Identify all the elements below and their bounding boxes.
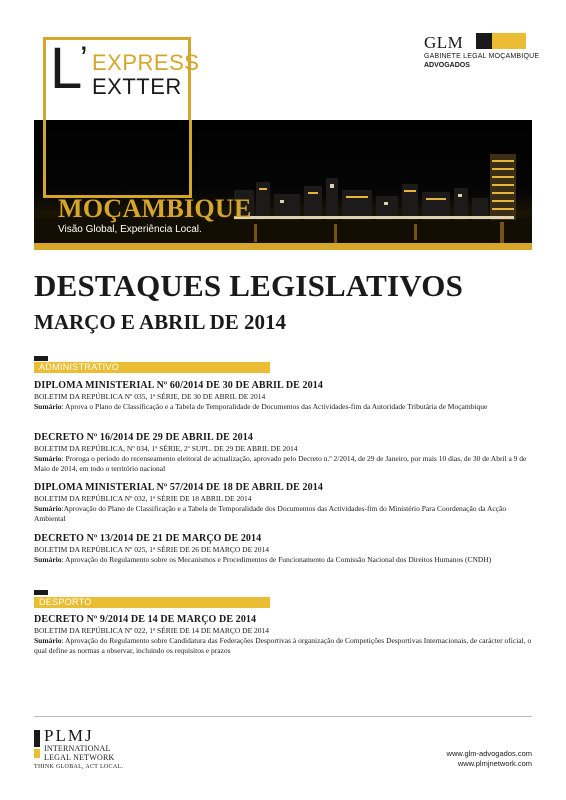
summary-text: : Aprovação do Regulamento sobre Candidatura das Federações Desportivas à organização de Competições Desportivas Internacionais, de carácter oficial, o qual define as normas a observar, incluindo os requisitos e prazos — [34, 636, 532, 655]
summary-text: : Aprova o Plano de Classificação e a Tabela de Temporalidade de Documentos das Actividades-fim da Autoridade Tributária de Moçambique — [61, 402, 488, 411]
legislation-entry — [34, 533, 532, 565]
entry-summary — [34, 454, 532, 473]
entry-boletim: BOLETIM DA REPÚBLICA Nº 025, 1ª SÉRIE DE 26 DE MARÇO DE 2014 — [34, 545, 270, 554]
entry-summary — [34, 504, 532, 523]
summary-text: : Proroga o período do recenseamento eleitoral de actualização, aprovado pelo Decreto n.º 2/2014, de 29 de Janeiro, por mais 10 dias, de 30 de Abril a 9 de Maio de 2014, em todo o território nacional — [34, 454, 527, 473]
entry-boletim: BOLETIM DA REPÚBLICA, Nº 034, 1ª SÉRIE, 2º SUPL. DE 29 DE ABRIL DE 2014 — [34, 444, 298, 453]
summary-label: Sumário — [34, 402, 62, 411]
plmj-logo-bar — [34, 730, 40, 747]
legislation-entry — [34, 380, 532, 412]
logo-apostrophe: ’ — [80, 40, 88, 78]
section-header-desporto: DESPORTO — [34, 597, 270, 608]
entry-boletim: BOLETIM DA REPÚBLICA Nº 032, 1ª SÉRIE DE 18 ABRIL DE 2014 — [34, 494, 252, 503]
legislation-entry — [34, 614, 532, 655]
entry-summary — [34, 636, 532, 655]
summary-text: :Aprovação do Plano de Classificação e a Tabela de Temporalidade dos Documentos das Actividades-fim do Ministério Para Coordenação da Acção Ambiental — [34, 504, 507, 523]
entry-summary — [34, 402, 532, 412]
section-marker — [34, 590, 48, 595]
entry-summary — [34, 555, 532, 565]
logo-extter-text: EXTTER — [92, 74, 182, 99]
plmj-logo-line2: LEGAL NETWORK — [44, 753, 115, 762]
entry-title: DECRETO Nº 9/2014 DE 14 DE MARÇO DE 2014 — [34, 614, 257, 625]
entry-title: DECRETO Nº 13/2014 DE 21 DE MARÇO DE 2014 — [34, 533, 262, 544]
logo-frame-right-extension — [189, 120, 192, 198]
section-header-administrativo: ADMINISTRATIVO — [34, 362, 270, 373]
entry-title: DECRETO Nº 16/2014 DE 29 DE ABRIL DE 2014 — [34, 432, 253, 443]
entry-boletim: BOLETIM DA REPÚBLICA Nº 035, 1ª SÉRIE, DE 30 DE ABRIL DE 2014 — [34, 392, 266, 401]
page-subtitle: MARÇO E ABRIL DE 2014 — [34, 310, 287, 334]
plmj-tagline: THINK GLOBAL, ACT LOCAL. — [34, 764, 124, 770]
glm-website-link[interactable]: www.glm-advogados.com — [446, 749, 532, 758]
plmj-logo-line1: INTERNATIONAL — [44, 744, 111, 753]
summary-text: : Aprovação do Regulamento sobre os Mecanismos e Procedimentos de Funcionamento da Comissão Nacional dos Direitos Humanos (CNDH) — [61, 555, 492, 564]
plmj-website-link[interactable]: www.plmjnetwork.com — [457, 759, 532, 768]
logo-frame-left-extension — [43, 120, 46, 198]
logo-express-text: EXPRESS — [92, 50, 200, 75]
plmj-logo-accent — [34, 749, 40, 758]
summary-label: Sumário — [34, 636, 62, 645]
legislation-entry — [34, 482, 532, 523]
country-heading: MOÇAMBIQUE — [58, 194, 252, 223]
entry-title: DIPLOMA MINISTERIAL Nº 60/2014 DE 30 DE ABRIL DE 2014 — [34, 380, 323, 391]
summary-label: Sumário — [34, 454, 62, 463]
page-title: DESTAQUES LEGISLATIVOS — [34, 268, 464, 303]
glm-logo-bar — [476, 33, 526, 49]
glm-logo-subtitle-advogados: ADVOGADOS — [424, 62, 470, 69]
glm-logo-subtitle: GABINETE LEGAL MOÇAMBIQUE — [424, 53, 540, 60]
banner-tagline: Visão Global, Experiência Local. — [58, 224, 202, 235]
section-marker — [34, 356, 48, 361]
plmj-logo-name: PLMJ — [44, 726, 94, 745]
summary-label: Sumário — [34, 555, 62, 564]
legislation-entry — [34, 432, 532, 473]
summary-label: Sumário — [34, 504, 62, 513]
entry-title: DIPLOMA MINISTERIAL Nº 57/2014 DE 18 DE ABRIL DE 2014 — [34, 482, 323, 493]
entry-boletim: BOLETIM DA REPÚBLICA Nº 022, 1ª SÉRIE DE 14 DE MARÇO DE 2014 — [34, 626, 270, 635]
logo-letter-l: L — [50, 36, 83, 101]
banner-gold-strip — [34, 243, 532, 250]
footer-divider — [34, 716, 532, 717]
glm-logo-title: GLM — [424, 33, 464, 52]
